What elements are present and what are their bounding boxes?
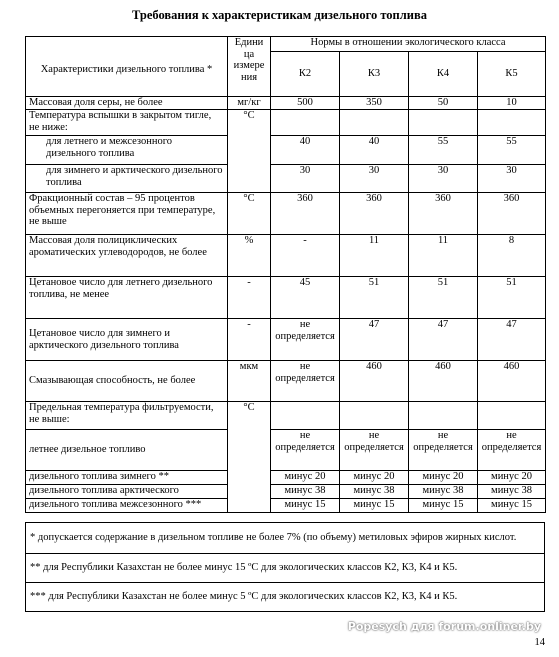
table-row [26, 361, 546, 402]
row-value: минус 38 [340, 485, 409, 499]
row-value: минус 20 [478, 471, 546, 485]
row-label: Температура вспышки в закрытом тигле, не ниже: [26, 110, 228, 136]
row-value: 55 [409, 136, 478, 165]
row-value: 350 [340, 97, 409, 110]
row-value: 30 [340, 165, 409, 193]
footnotes [25, 522, 545, 612]
row-label: Фракционный состав – 95 процентов объемных перегоняется при температуре, не выше [26, 193, 228, 235]
row-label: дизельного топлива зимнего ** [26, 471, 228, 485]
row-value: 47 [340, 319, 409, 361]
row-value: 50 [409, 97, 478, 110]
row-unit: °С [228, 402, 271, 513]
table-row [26, 499, 546, 513]
row-label: Предельная температура фильтруемости, не выше: [26, 402, 228, 430]
table-row [26, 319, 546, 361]
document-title: Требования к характеристикам дизельного топлива [132, 8, 427, 22]
row-value: 8 [478, 235, 546, 277]
row-value: 360 [340, 193, 409, 235]
row-value: минус 15 [340, 499, 409, 513]
row-value: 51 [409, 277, 478, 319]
row-label: для летнего и межсезонного дизельного топлива [26, 136, 228, 165]
row-value: 30 [478, 165, 546, 193]
row-unit: - [228, 319, 271, 361]
row-value: 51 [478, 277, 546, 319]
row-unit: % [228, 235, 271, 277]
row-value: 11 [409, 235, 478, 277]
row-value: минус 20 [271, 471, 340, 485]
row-value: минус 38 [271, 485, 340, 499]
row-value: 40 [271, 136, 340, 165]
table-row [26, 165, 546, 193]
row-value: 40 [340, 136, 409, 165]
header-row [26, 37, 546, 52]
row-value: минус 20 [409, 471, 478, 485]
row-unit: мг/кг [228, 97, 271, 110]
row-value: 460 [409, 361, 478, 402]
row-value: не определяется [340, 430, 409, 471]
row-label: летнее дизельное топливо [26, 430, 228, 471]
row-value: 30 [271, 165, 340, 193]
table-row [26, 110, 546, 136]
row-unit: - [228, 277, 271, 319]
row-label: Массовая доля полициклических ароматических углеводородов, не более [26, 235, 228, 277]
row-value: не определяется [409, 430, 478, 471]
row-label: для зимнего и арктического дизельного топлива [26, 165, 228, 193]
class-k3: К3 [340, 52, 409, 97]
row-unit: мкм [228, 361, 271, 402]
row-label: Цетановое число для летнего дизельного топлива, не менее [26, 277, 228, 319]
row-value: 45 [271, 277, 340, 319]
row-value: не определяется [271, 430, 340, 471]
table-row [26, 430, 546, 471]
table-row [26, 471, 546, 485]
page-number: 14 [534, 637, 545, 648]
row-label: дизельного топлива межсезонного *** [26, 499, 228, 513]
row-unit: °С [228, 110, 271, 193]
row-value: минус 15 [409, 499, 478, 513]
class-k5: К5 [478, 52, 546, 97]
row-value: минус 38 [478, 485, 546, 499]
watermark: Popesych для forum.onliner.by [347, 620, 541, 633]
table-row [26, 485, 546, 499]
row-value: минус 15 [271, 499, 340, 513]
row-value: 10 [478, 97, 546, 110]
table-row [26, 193, 546, 235]
row-value: минус 20 [340, 471, 409, 485]
row-value: 500 [271, 97, 340, 110]
table-row [26, 136, 546, 165]
footnote-3: *** для Республики Казахстан не более минус 5 ºС для экологических классов К2, К3, К4 и К5. [26, 583, 545, 612]
table-row [26, 402, 546, 430]
table-row [26, 277, 546, 319]
row-unit: °С [228, 193, 271, 235]
row-value: 360 [478, 193, 546, 235]
row-value: минус 38 [409, 485, 478, 499]
row-value: не определяется [478, 430, 546, 471]
row-value: 47 [478, 319, 546, 361]
header-norms: Нормы в отношении экологического класса [271, 37, 546, 52]
table-row [26, 235, 546, 277]
row-value: минус 15 [478, 499, 546, 513]
row-value: не определяется [271, 361, 340, 402]
requirements-table [25, 36, 546, 513]
table-row [26, 97, 546, 110]
header-characteristic: Характеристики дизельного топлива * [26, 37, 228, 97]
row-value: 30 [409, 165, 478, 193]
class-k4: К4 [409, 52, 478, 97]
footnote-2: ** для Республики Казахстан не более минус 15 ºС для экологических классов К2, К3, К4 и К5. [26, 554, 545, 583]
row-value: 11 [340, 235, 409, 277]
row-label: дизельного топлива арктического [26, 485, 228, 499]
row-label: Цетановое число для зимнего и арктического дизельного топлива [26, 319, 228, 361]
row-value: 360 [271, 193, 340, 235]
row-value: 51 [340, 277, 409, 319]
row-value: - [271, 235, 340, 277]
row-value: 47 [409, 319, 478, 361]
row-value: не определяется [271, 319, 340, 361]
header-unit: Едини ца измере ния [228, 37, 271, 97]
row-value: 460 [478, 361, 546, 402]
row-label: Массовая доля серы, не более [26, 97, 228, 110]
footnote-1: * допускается содержание в дизельном топливе не более 7% (по объему) метиловых эфиров жирных кислот. [26, 523, 545, 554]
row-value: 360 [409, 193, 478, 235]
row-value: 460 [340, 361, 409, 402]
class-k2: К2 [271, 52, 340, 97]
row-label: Смазывающая способность, не более [26, 361, 228, 402]
row-value: 55 [478, 136, 546, 165]
